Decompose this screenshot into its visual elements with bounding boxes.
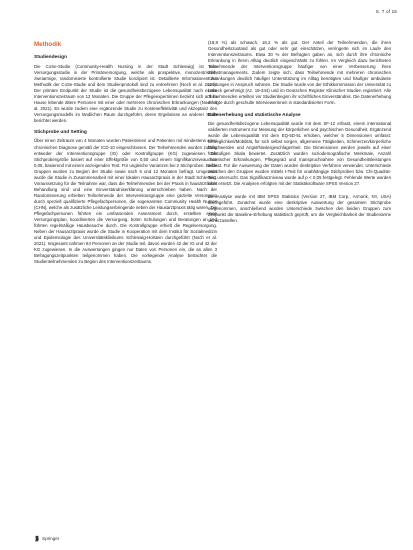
paragraph-study-design: Die CoSe-Studie (Community-Health Nursing in der Stadt Schleswig) ist eine Versorgungsstudie in der Primärversorgung, welche als prospektive, monozentrische, zweiarmige, randomisierte kontrollierte Studie konzipiert ist. Detaillierte Informationen zur Methodik der CoSe-Studie und dem Studienprotokoll sind zu entnehmen (Noch et al. 2021). Der primäre Endpunkt der Studie ist die gesundheitsbezogene Lebensqualität nach einem Interventionszeitraum von 12 Monaten. Die Gruppe der Pflegeexpertinnen bezieht sich auf zu Hause lebende ältere Personen mit einer oder mehreren chronischen Erkrankungen (Noch et al. 2021). Es wurde zudem eine ergänzende Studie zu Kosteneffektivität und Akzeptanz des Versorgungsmodells im ländlichen Raum durchgeführt, deren Ergebnisse an anderer Stelle berichtet werden. xyxy=(34,63,217,123)
right-column xyxy=(208,40,391,230)
paragraph-results-continued: (19,8 %) als schwach, 18,2 % als gut. Der Anteil der Teilnehmenden, die ihren Gesundheitszustand als gut oder sehr gut einschätzen, verringerte sich im Laufe des Interventionszeitraums. Etwa 30 % der Befragten gaben an, sich durch ihre chronische Erkrankung in ihrem Alltag deutlich eingeschränkt zu fühlen. Im Vergleich dazu berichteten Teilnehmende der Interventionsgruppe häufiger von einer Verbesserung ihres Selbstmanagements. Zudem zeigte sich, dass Teilnehmende mit mehreren chronischen Erkrankungen deutlich häufiger Unterstützung im Alltag benötigten und häufiger ambulante Leistungen in Anspruch nahmen. Die Studie wurde von der Ethikkommission der Universität zu Lübeck genehmigt (Az. 19-344) und im Deutschen Register Klinischer Studien registriert. Alle Teilnehmenden erteilten vor Studienbeginn ihr schriftliches Einverständnis. Die Datenerhebung erfolgte durch geschulte Interviewerinnen in standardisierter Form. xyxy=(208,40,391,106)
paragraph-data-collection: Die gesundheitsbezogene Lebensqualität wurde mit dem SF-12 erfasst, einem international validierten Instrument zur Messung der körperlichen und psychischen Gesundheit. Ergänzend wurde die Lebensqualität mit dem EQ-5D-5L erhoben, welcher 5 Dimensionen umfasst: Beweglichkeit/Mobilität, für sich selbst sorgen, allgemeine Tätigkeiten, Schmerzen/körperliche Beschwerden und Angst/Niedergeschlagenheit. Die Dimensionen werden jeweils auf einer fünfstufigen Skala bewertet. Zusätzlich wurden soziodemografische Merkmale, Anzahl chronischer Erkrankungen, Pflegegrad und Inanspruchnahme von Gesundheitsleistungen erfasst. Für die Auswertung der Daten wurden deskriptive Verfahren verwendet. Unterschiede zwischen den Gruppen wurden mittels t-Test für unabhängige Stichproben bzw. Chi-Quadrat-Test untersucht. Das Signifikanzniveau wurde auf p < 0,05 festgelegt. Fehlende Werte wurden nicht ersetzt. Die Analysen erfolgten mit der Statistiksoftware SPSS Version 27. xyxy=(208,121,391,187)
section-heading: Methodik xyxy=(34,41,62,48)
paragraph-analysis: Die Analyse wurde mit IBM SPSS Statistics (Version 27, IBM Corp., Armonk, NY, USA) durchgeführt. Zunächst wurde eine deskriptive Auswertung der gesamten Stichprobe vorgenommen, anschließend wurden Unterschiede zwischen den beiden Gruppen zum Zeitpunkt der Baseline-Erhebung statistisch geprüft, um die Vergleichbarkeit der Studienarme sicherzustellen. xyxy=(208,193,391,223)
subheading-sample-setting: Stichprobe und Setting xyxy=(34,129,87,135)
paragraph-sample-setting: Über einen Zeitraum von 4 Monaten wurden Patientinnen und Patienten mit mindestens einer chronischen Diagnose gemäß der ICD-10 eingeschlossen. Der Teilnehmenden wurden zufällig entweder der Interventionsgruppe (IG) oder Kontrollgruppe (KG) zugewiesen. Die Stichprobengröße basiert auf einer Effektgröße von 0,50 und einem Signifikanzniveau von 0,05, basierend mit einem anzeigenden Test. Für ungleiche Varianzen bei 2 Stichproben. Beide Gruppen wurden zu Beginn der Studie sowie nach 6 und 12 Monaten befragt. Umgesetzt wurde die Studie in Zusammenarbeit mit einer lokalen Hausarztpraxis in der Stadt Schleswig. Voraussetzung für die Teilnahme war, dass die Teilnehmenden bei der Praxis in hausärztlicher Behandlung sind und eine Einverständniserklärung unterschrieben haben. Nach der Randomisierung erhielten Teilnehmende der Interventionsgruppe eine gezielte Versorgung durch speziell qualifizierte Pflegefachpersonen, die sogenannten Community Health Nurses (CHN), welche als zusätzliche Leistungserbringende neben der Hausarztpraxis tätig waren. Die Pflegefachpersonen führten ein umfassendes Assessment durch, erstellten einen Versorgungsplan, koordinierten die Versorgung, boten Schulungen und Beratungen an und führten regelmäßige Hausbesuche durch. Die Kontrollgruppe erhielt die Regelversorgung. Neben der Hausarztpraxis wurde die Studie in Kooperation mit dem Institut für Sozialmedizin und Epidemiologie des Universitätsklinikums Schleswig-Holstein durchgeführt (Noch et al. 2021). Insgesamt nahmen 84 Personen an der Studie teil, davon wurden 42 der IG und 42 der KG zugewiesen. In die Auswertungen gingen nur Daten von Personen ein, die an allen 3 Befragungszeitpunkten teilgenommen haben. Die vorliegende Analyse betrachtet die Studienteilnehmenden zu Beginn des Interventionszeitraums. xyxy=(34,138,218,265)
publisher-logo xyxy=(34,535,59,542)
page-identifier: S. 7 of 15 xyxy=(375,9,397,14)
springer-horse-icon xyxy=(34,535,40,542)
subheading-data-analysis: Datenerhebung und statistische Analyse xyxy=(208,112,301,118)
publisher-name: Springer xyxy=(42,536,60,541)
subheading-study-design: Studiendesign xyxy=(34,55,68,60)
left-column xyxy=(34,36,217,271)
